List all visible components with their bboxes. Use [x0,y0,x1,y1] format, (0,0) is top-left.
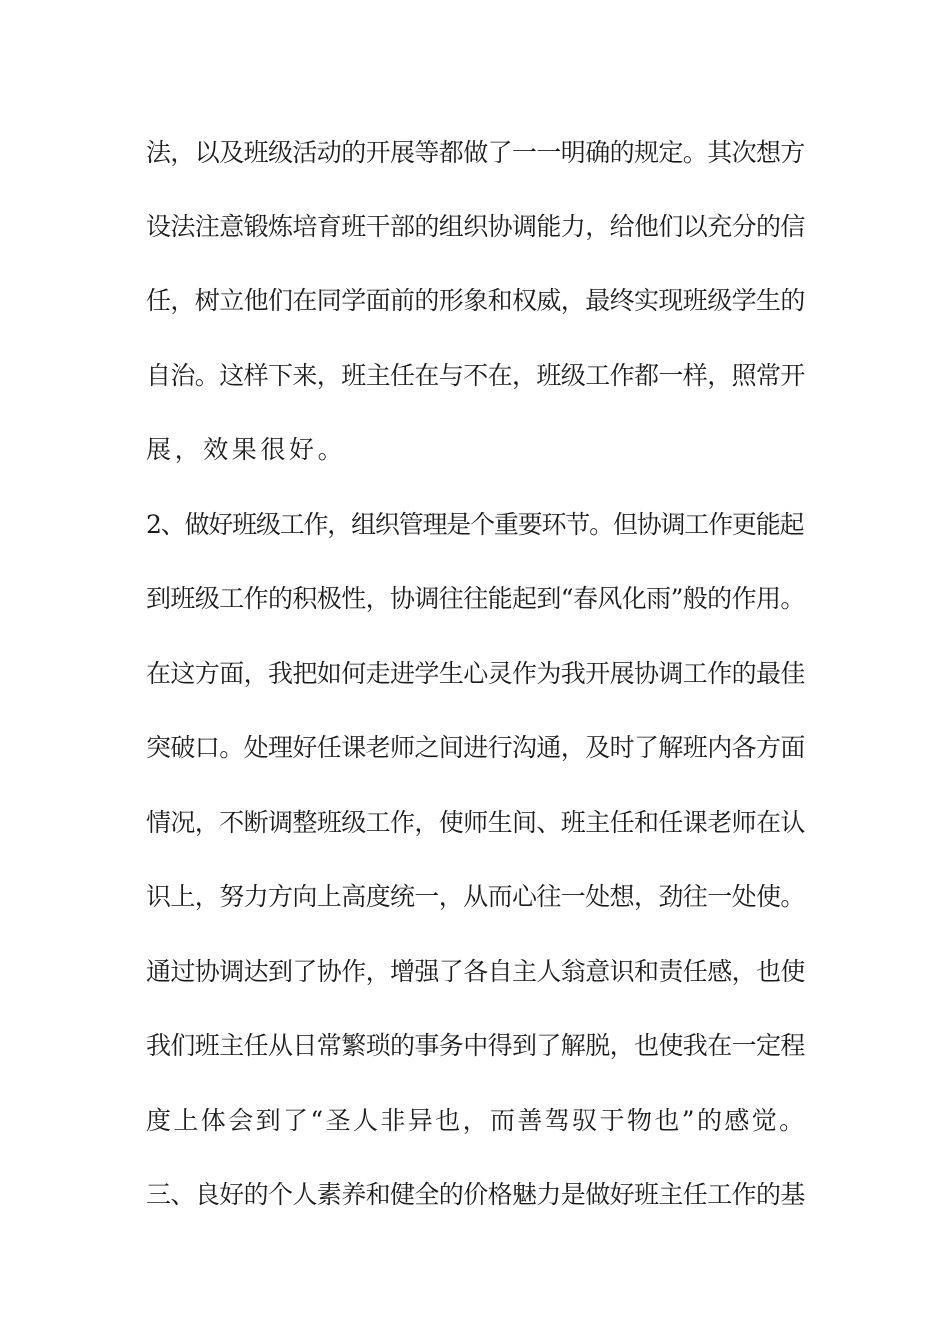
text-line: 自治。这样下来，班主任在与不在，班级工作都一样，照常开 [146,361,805,390]
text-line: 突破口。处理好任课老师之间进行沟通，及时了解班内各方面 [146,733,805,762]
text-line: 展，效果很好。 [146,435,347,464]
text-line: 通过协调达到了协作，增强了各自主人翁意识和责任感，也使 [146,957,805,986]
text-line: 到班级工作的积极性，协调往往能起到“春风化雨”般的作用。 [146,584,805,613]
text-line: 情况，不断调整班级工作，使师生间、班主任和任课老师在认 [146,808,805,837]
text-line: 三、良好的个人素养和健全的价格魅力是做好班主任工作的基 [146,1180,805,1209]
text-line: 2、做好班级工作，组织管理是个重要环节。但协调工作更能起 [146,510,804,539]
text-line: 任，树立他们在同学面前的形象和权威，最终实现班级学生的 [146,286,805,315]
text-line: 在这方面，我把如何走进学生心灵作为我开展协调工作的最佳 [146,659,805,688]
text-line: 识上，努力方向上高度统一，从而心往一处想，劲往一处使。 [146,882,805,911]
text-line: 度上体会到了“圣人非异也，而善驾驭于物也”的感觉。 [146,1106,807,1135]
text-line: 设法注意锻炼培育班干部的组织协调能力，给他们以充分的信 [146,212,805,241]
text-line: 我们班主任从日常繁琐的事务中得到了解脱，也使我在一定程 [146,1031,805,1060]
text-line: 法，以及班级活动的开展等都做了一一明确的规定。其次想方 [146,138,805,167]
